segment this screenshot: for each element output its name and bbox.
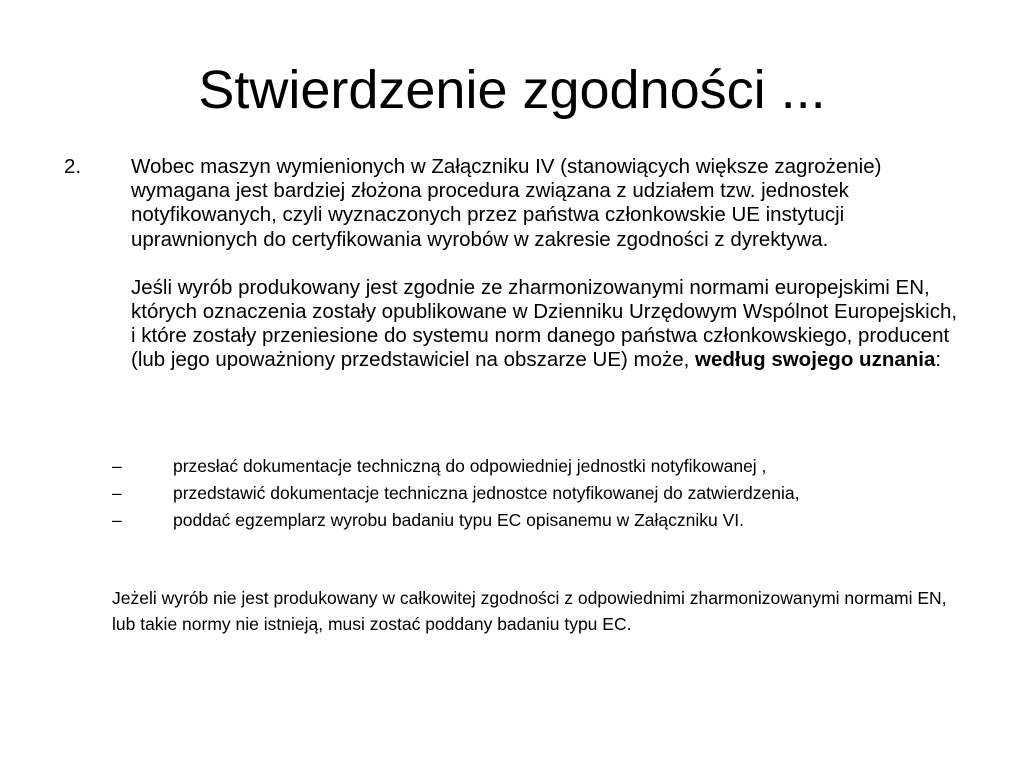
dash-bullet: – bbox=[112, 483, 122, 503]
item-number: 2. bbox=[64, 155, 82, 178]
slide-title: Stwierdzenie zgodności ... bbox=[198, 60, 826, 120]
item-body bbox=[131, 155, 961, 373]
list-item-text: poddać egzemplarz wyrobu badaniu typu EC opisanemu w Załączniku VI. bbox=[173, 510, 745, 530]
closing-paragraph: Jeżeli wyrób nie jest produkowany w całkowitej zgodności z odpowiednimi zharmonizowanymi normami EN, lub takie normy nie istnieją, musi zostać poddany badaniu typu EC. bbox=[112, 588, 947, 634]
paragraph-annex-iv: Wobec maszyn wymienionych w Załączniku IV (stanowiących większe zagrożenie) wymagana jest bardziej złożona procedura związana z udziałem tzw. jednostek notyfikowanych, czyli wyznaczonych przez państwa członkowskie UE instytucji uprawnionych do certyfikowania wyrobów w zakresie zgodności z dyrektywa. bbox=[131, 155, 882, 251]
options-list bbox=[112, 456, 962, 537]
list-item bbox=[112, 456, 962, 477]
paragraph-emphasis: według swojego uznania bbox=[695, 348, 936, 372]
paragraph-harmonized-text: Jeśli wyrób produkowany jest zgodnie ze zharmonizowanymi normami europejskimi EN, których oznaczenia zostały opublikowane w Dzienniku Urzędowym Wspólnot Europejskich, i które zostały przeniesione do systemu norm danego państwa członkowskiego, producent (lub jego upoważniony przedstawiciel na obszarze UE) może, bbox=[131, 275, 958, 372]
list-item-text: przedstawić dokumentacje techniczna jednostce notyfikowanej do zatwierdzenia, bbox=[173, 483, 800, 503]
paragraph-harmonized-standards bbox=[131, 276, 961, 373]
dash-bullet: – bbox=[112, 456, 122, 476]
paragraph-colon: : bbox=[935, 348, 942, 372]
list-item bbox=[112, 483, 962, 504]
list-item-text: przesłać dokumentacje techniczną do odpowiedniej jednostki notyfikowanej , bbox=[173, 456, 767, 476]
dash-bullet: – bbox=[112, 510, 122, 530]
list-item bbox=[112, 510, 962, 531]
